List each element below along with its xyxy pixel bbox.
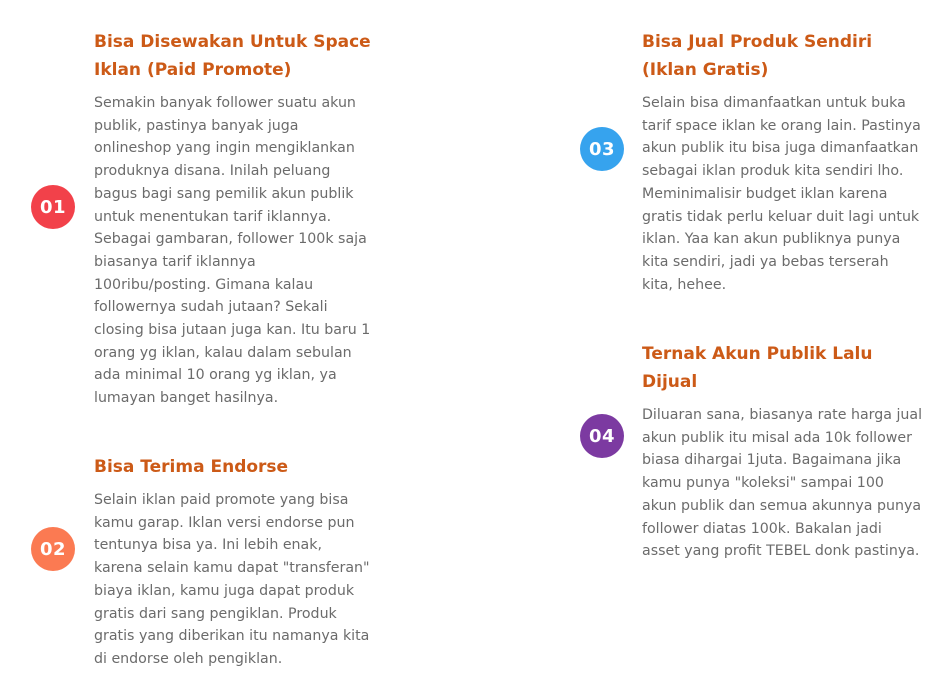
feature-title: Bisa Disewakan Untuk Space Iklan (Paid Promote) [94, 32, 371, 80]
feature-item-02 [94, 453, 374, 671]
feature-title: Bisa Jual Produk Sendiri (Iklan Gratis) [642, 32, 873, 80]
feature-description: Selain bisa dimanfaatkan untuk buka tarif space iklan ke orang lain. Pastinya akun publik itu bisa juga dimanfaatkan sebagai iklan produk kita sendiri lho. Meminimalisir budget iklan karena gratis tidak perlu keluar duit lagi untuk iklan. Yaa kan akun publiknya punya kita sendiri, jadi ya bebas terserah kita, hehee. [642, 95, 921, 293]
feature-title: Bisa Terima Endorse [94, 457, 289, 477]
feature-description: Selain iklan paid promote yang bisa kamu garap. Iklan versi endorse pun tentunya bisa ya. Ini lebih enak, karena selain kamu dapat "transferan" biaya iklan, kamu juga dapat produk gratis dari sang pengiklan. Produk gratis yang diberikan itu namanya kita di endorse oleh pengiklan. [94, 492, 370, 667]
number-badge-01: 01 [31, 185, 75, 229]
feature-item-03 [642, 28, 922, 296]
number-badge-03: 03 [580, 127, 624, 171]
feature-description: Semakin banyak follower suatu akun publik, pastinya banyak juga onlineshop yang ingin mengiklankan produknya disana. Inilah peluang bagus bagi sang pemilik akun publik untuk menentukan tarif iklannya. Sebagai gambaran, follower 100k saja biasanya tarif iklannya 100ribu/posting. Gimana kalau followernya sudah jutaan? Sekali closing bisa jutaan juga kan. Itu baru 1 orang yg iklan, kalau dalam sebulan ada minimal 10 orang yg iklan, ya lumayan banget hasilnya. [94, 95, 371, 407]
feature-description: Diluaran sana, biasanya rate harga jual akun publik itu misal ada 10k follower biasa dihargai 1juta. Bagaimana jika kamu punya "koleksi" sampai 100 akun publik dan semua akunnya punya follower diatas 100k. Bakalan jadi asset yang profit TEBEL donk pastinya. [642, 407, 923, 560]
number-badge-02: 02 [31, 527, 75, 571]
feature-item-04 [642, 340, 922, 563]
feature-title: Ternak Akun Publik Lalu Dijual [642, 344, 873, 392]
feature-item-01 [94, 28, 374, 410]
number-badge-04: 04 [580, 414, 624, 458]
